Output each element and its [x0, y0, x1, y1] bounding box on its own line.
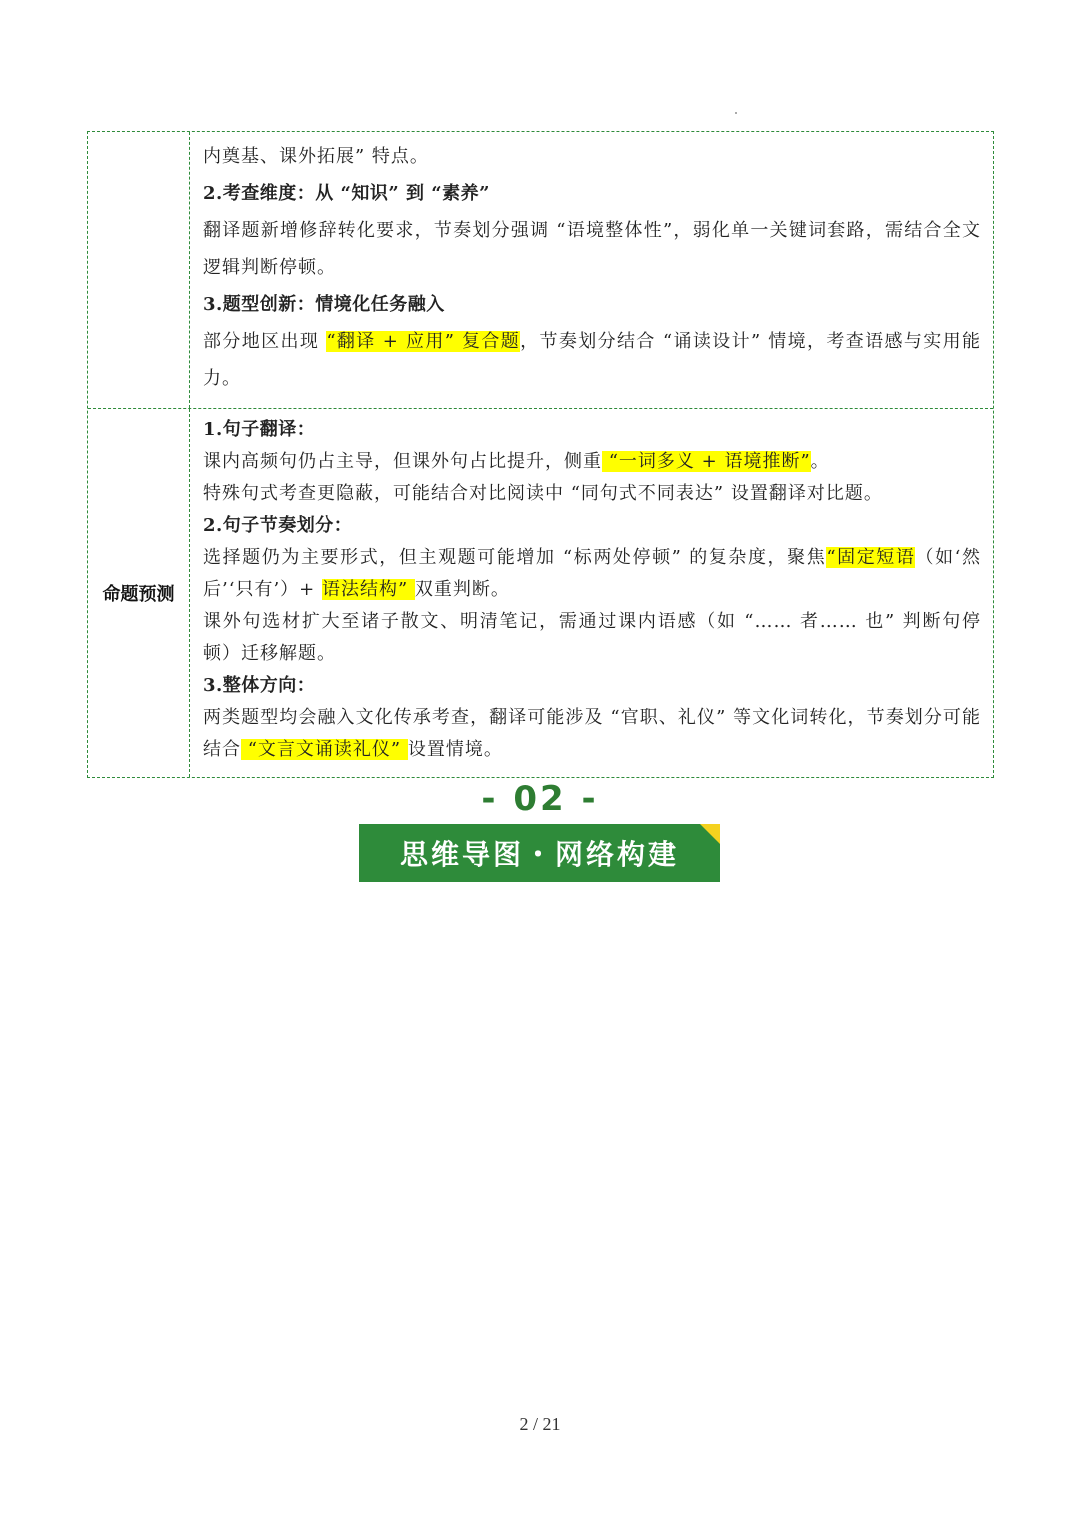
text-segment: 两类题型均会融入文化传承考查，翻译可能涉及 “官职、礼仪” 等文化词转化，节奏划分可能结合: [203, 707, 981, 760]
subheading-translation: 1.句子翻译：: [203, 419, 316, 440]
text-segment: （如‘然后’‘只有’）+: [203, 547, 981, 600]
highlight-text: “一词多义 + 语境推断”: [602, 451, 811, 472]
subheading-direction: 3.整体方向：: [203, 675, 316, 696]
content-table: [87, 131, 994, 778]
text-segment: 双重判断。: [414, 579, 510, 600]
text-segment: 。: [810, 451, 830, 472]
highlight-text: “固定短语: [826, 547, 916, 568]
text-line: 内奠基、课外拓展” 特点。: [203, 146, 429, 167]
page-indicator: 2 / 21: [519, 1414, 561, 1434]
row-label-cell: [88, 132, 190, 408]
subheading-dimension: 2.考查维度：从 “知识” 到 “素养”: [203, 183, 491, 204]
paragraph-direction: [203, 702, 981, 766]
paragraph-rhythm: [203, 542, 981, 606]
section-number: - 02 -: [481, 779, 599, 819]
text-segment: 设置情境。: [407, 739, 503, 760]
text-segment: 部分地区出现: [203, 331, 327, 352]
banner-title: 思维导图・网络构建: [399, 838, 679, 871]
paragraph-innovation: [203, 323, 981, 397]
banner-corner-decoration: [700, 824, 720, 844]
row-content-cell: [190, 409, 993, 777]
text-segment: 选择题仍为主要形式，但主观题可能增加 “标两处停顿” 的复杂度，聚焦: [203, 547, 827, 568]
paragraph-rhythm-2: 课外句选材扩大至诸子散文、明清笔记，需通过课内语感（如 “…… 者…… 也” 判断句停顿）迁移解题。: [203, 611, 981, 664]
text-segment: 课内高频句仍占主导，但课外句占比提升，侧重: [203, 451, 602, 472]
table-row-prediction: [88, 409, 993, 777]
text-segment: ，节奏划分结合 “诵读设计” 情境，考查语感与实用能力。: [203, 331, 981, 389]
paragraph-translation-2: 特殊句式考查更隐蔽，可能结合对比阅读中 “同句式不同表达” 设置翻译对比题。: [203, 483, 883, 504]
highlight-text: “文言文诵读礼仪”: [241, 739, 408, 760]
row-label-prediction: 命题预测: [88, 409, 190, 777]
highlight-text: 语法结构”: [321, 579, 415, 600]
stray-dot: [735, 112, 737, 114]
section-banner: [359, 824, 720, 882]
row-content-cell: [190, 132, 993, 408]
table-row-continued: [88, 132, 993, 409]
highlight-text: “翻译 + 应用” 复合题: [326, 331, 521, 352]
paragraph-dimension: 翻译题新增修辞转化要求，节奏划分强调 “语境整体性”，弱化单一关键词套路，需结合全文逻辑判断停顿。: [203, 220, 981, 278]
paragraph-translation: [203, 446, 981, 478]
subheading-innovation: 3.题型创新：情境化任务融入: [203, 294, 445, 315]
subheading-rhythm: 2.句子节奏划分：: [203, 515, 353, 536]
